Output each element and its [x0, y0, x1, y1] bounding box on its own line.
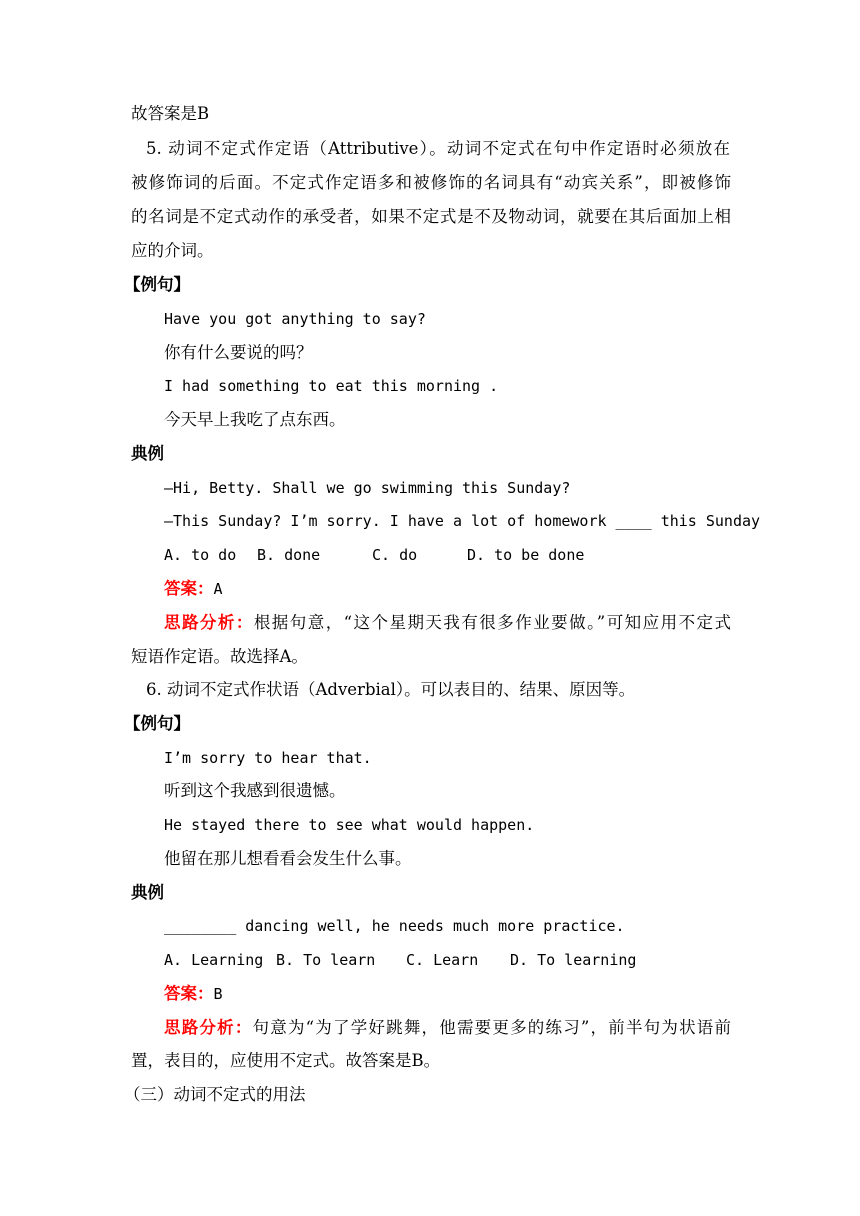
example-sentence-zh: 他留在那儿想看看会发生什么事。	[164, 849, 412, 868]
analysis-text: 根据句意，“这个星期天我有很多作业要做。”可知应用不定式	[253, 613, 731, 632]
option-a: A. Learning	[164, 951, 264, 969]
question-line: —This Sunday? I’m sorry. I have a lot of homework ____ this Sunday	[164, 512, 761, 530]
question-line: ________ dancing well, he needs much more practice.	[164, 917, 625, 935]
section-5-line-4: 应的介词。	[131, 241, 214, 260]
option-b: B. done	[257, 546, 321, 564]
analysis-label: 思路分析：	[164, 1018, 253, 1037]
answer-label: 答案：	[164, 579, 214, 598]
answer-value: A	[213, 580, 223, 598]
option-c: C. do	[372, 546, 418, 564]
option-a: A. to do	[164, 546, 237, 564]
typical-example-heading: 典例	[131, 444, 164, 463]
example-sentence-en: He stayed there to see what would happen.	[164, 816, 535, 834]
example-sentence-zh: 听到这个我感到很遗憾。	[164, 781, 346, 800]
answer-line	[164, 984, 223, 1004]
analysis-text: 句意为“为了学好跳舞，他需要更多的练习”，前半句为状语前	[252, 1018, 732, 1037]
option-c: C. Learn	[406, 951, 479, 969]
section-5-line-1: 5. 动词不定式作定语（Attributive）。动词不定式在句中作定语时必须放在	[146, 139, 730, 158]
answer-value: B	[213, 985, 223, 1003]
answer-line	[164, 579, 223, 599]
example-sentence-en: Have you got anything to say?	[164, 310, 426, 328]
example-heading: 【例句】	[124, 275, 190, 294]
example-sentence-en: I had something to eat this morning .	[164, 377, 499, 395]
options-row	[164, 545, 584, 565]
analysis-line-1	[164, 613, 731, 633]
answer-label: 答案：	[164, 984, 214, 1003]
section-5-line-2: 被修饰词的后面。不定式作定语多和被修饰的名词具有“动宾关系”，即被修饰	[131, 173, 731, 192]
example-sentence-zh: 今天早上我吃了点东西。	[164, 410, 346, 429]
question-line: —Hi, Betty. Shall we go swimming this Sunday?	[164, 479, 571, 497]
option-d: D. To learning	[510, 951, 637, 969]
example-sentence-en: I’m sorry to hear that.	[164, 749, 372, 767]
answer-conclusion: 故答案是B	[131, 104, 210, 123]
typical-example-heading: 典例	[131, 883, 164, 902]
section-5-line-3: 的名词是不定式动作的承受者，如果不定式是不及物动词，就要在其后面加上相	[131, 207, 731, 226]
analysis-label: 思路分析：	[164, 613, 254, 632]
analysis-line-1	[164, 1018, 731, 1038]
section-6-line-1: 6. 动词不定式作状语（Adverbial）。可以表目的、结果、原因等。	[146, 680, 636, 699]
example-sentence-zh: 你有什么要说的吗？	[164, 343, 313, 362]
section-3-heading: （三）动词不定式的用法	[124, 1085, 306, 1104]
example-heading: 【例句】	[124, 714, 190, 733]
analysis-line-2: 置，表目的，应使用不定式。故答案是B。	[131, 1051, 441, 1070]
option-b: B. To learn	[276, 951, 376, 969]
analysis-line-2: 短语作定语。故选择A。	[131, 647, 308, 666]
option-d: D. to be done	[467, 546, 585, 564]
options-row	[164, 950, 636, 970]
